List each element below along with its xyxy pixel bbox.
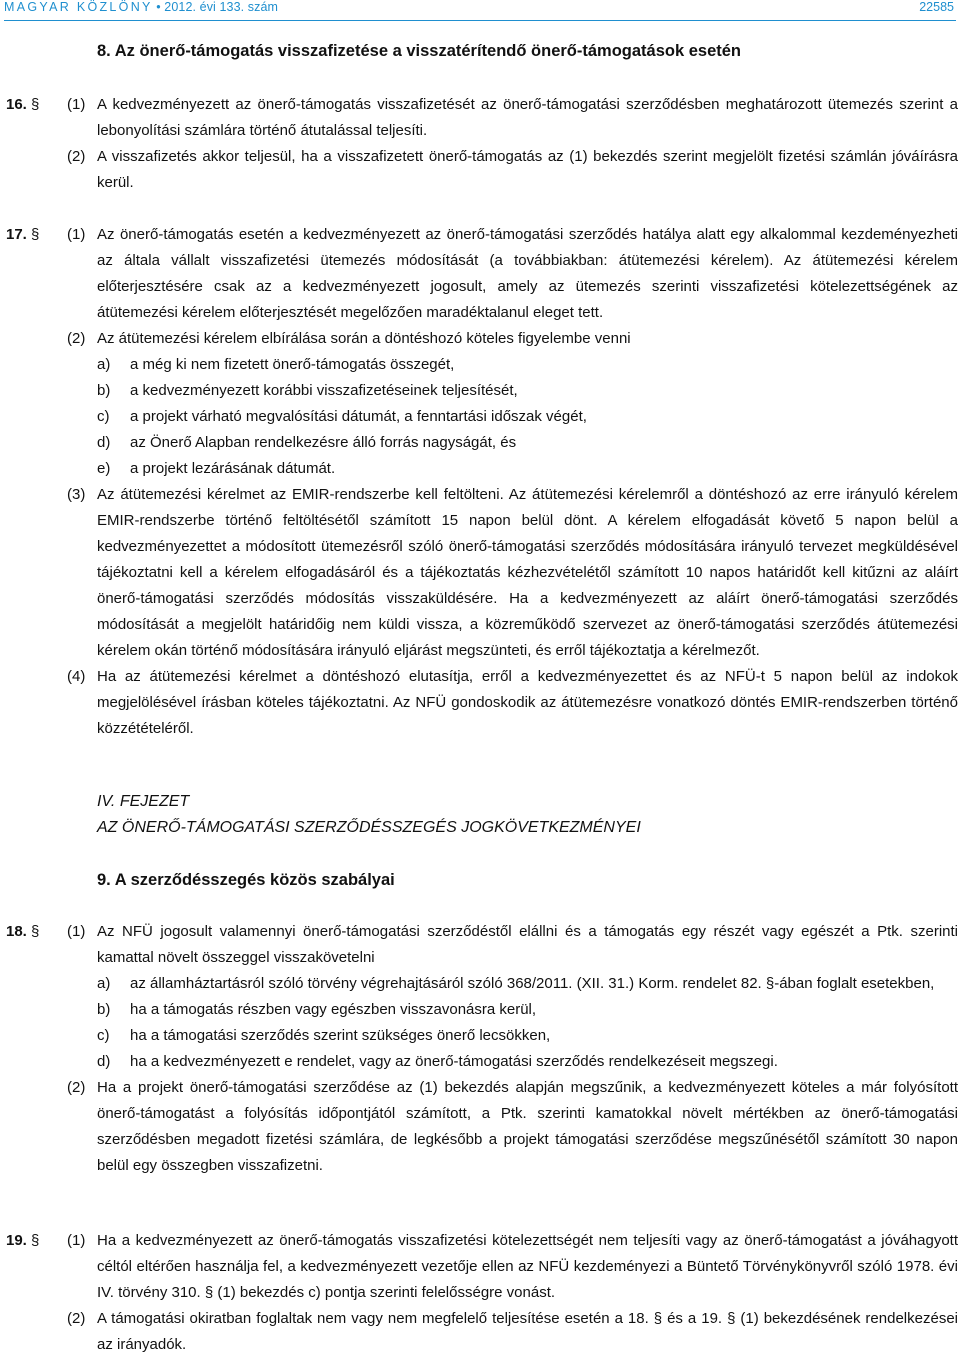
section-17 <box>0 222 960 742</box>
paragraph <box>67 482 958 664</box>
paragraph-text: Az önerő-támogatás esetén a kedvezményezett az önerő-támogatási szerződés hatálya alatt egy alkalommal kezdeményezheti az általa vállalt visszafizetési ütemezés módosítását (a továbbiakban: átütemezési kérelem). Az átütemezési kérelem előterjesztésére csak az a kedvezményezett jogosult, amely az ütemezés szerinti visszafizetési kötelezettségének az átütemezési kérelem előterjesztését megelőzően maradéktalanul eleget tett. <box>97 226 958 321</box>
paragraph <box>67 326 958 482</box>
section-number: 19. <box>6 1232 27 1249</box>
paragraph <box>67 1075 958 1179</box>
item-text: a projekt lezárásának dátumát. <box>130 460 336 477</box>
item-text: ha a támogatási szerződés szerint szükséges önerő lecsökken, <box>130 1027 551 1044</box>
paragraph <box>67 1228 958 1306</box>
paragraph <box>67 92 958 144</box>
list-item <box>97 378 958 404</box>
paragraph-number: (3) <box>67 486 86 503</box>
paragraph-text: A kedvezményezett az önerő-támogatás visszafizetését az önerő-támogatási szerződésben meghatározott ütemezés szerint a lebonyolítási számlára történő átutalással teljesíti. <box>97 96 958 139</box>
paragraph-number: (1) <box>67 96 86 113</box>
list-item <box>97 997 958 1023</box>
item-text: a kedvezményezett korábbi visszafizetéseinek teljesítését, <box>130 382 518 399</box>
section-symbol: § <box>31 96 40 113</box>
paragraph <box>67 664 958 742</box>
paragraph-number: (4) <box>67 668 86 685</box>
item-label: b) <box>97 382 111 399</box>
item-label: e) <box>97 460 111 477</box>
section-number: 16. <box>6 96 27 113</box>
journal-title-date <box>4 0 278 14</box>
subtitle-9: 9. A szerződésszegés közös szabályai <box>97 871 395 889</box>
list-item <box>97 404 958 430</box>
paragraph-text: Ha a kedvezményezett az önerő-támogatás visszafizetési kötelezettségét nem teljesíti vagy az önerő-támogatást a jóváhagyott céltól eltérően használja fel, a kedvezményezett vezetője ellen az NFÜ kezdeményezi a Büntető Törvénykönyvről szóló 1978. évi IV. törvény 310. § (1) bekezdés c) pontja szerinti felelősségre vonást. <box>97 1232 958 1301</box>
journal-name: MAGYAR KÖZLÖNY <box>4 0 153 14</box>
paragraph-text: A támogatási okiratban foglaltak nem vagy nem megfelelő teljesítése esetén a 18. § és a 19. § (1) bekezdésének rendelkezései az irányadók. <box>97 1310 958 1353</box>
paragraph-number: (2) <box>67 1079 86 1096</box>
paragraph-number: (2) <box>67 330 86 347</box>
paragraph-number: (1) <box>67 1232 86 1249</box>
chapter-title: AZ ÖNERŐ-TÁMOGATÁSI SZERZŐDÉSSZEGÉS JOGKÖVETKEZMÉNYEI <box>97 819 641 836</box>
item-label: c) <box>97 1027 110 1044</box>
header-rule <box>4 20 956 21</box>
issue-date: • 2012. évi 133. szám <box>156 0 279 14</box>
paragraph-text: Az átütemezési kérelmet az EMIR-rendszerbe kell feltölteni. Az átütemezési kérelemről a döntéshozó az erre irányuló kérelem EMIR-rendszerbe történő feltöltésétől számított 15 napon belül dönt. A kérelem elfogadását követő 5 napon belül a kedvezményezettet a módosított ütemezésről szóló önerő-támogatási szerződés módosítására irányuló tervezet megküldésével tájékoztatni kell a kérelem elfogadásáról és a tájékoztatás kézhezvételétől számított 10 napos határidőt kell kitűzni az aláírt önerő-támogatási szerződés módosítás visszaküldésére. Ha a kedvezményezett az aláírt önerő-támogatási szerződés módosítását a megjelölt határidőig nem küldi vissza, a közreműködő szervezet az önerő-támogatási szerződés átütemezési kérelem okán történő módosítására irányuló eljárást megszünteti, és erről tájékoztatja a kérelmezőt. <box>97 486 958 659</box>
section-16 <box>0 92 960 196</box>
paragraph <box>67 919 958 1075</box>
paragraph-text: Ha az átütemezési kérelmet a döntéshozó elutasítja, erről a kedvezményezettet és az NFÜ-t 5 napon belül az indokok megjelölésével írásban köteles tájékoztatni. Az NFÜ gondoskodik az átütemezésre vonatkozó döntés EMIR-rendszerben történő közzétételéről. <box>97 668 958 737</box>
paragraph-text: Ha a projekt önerő-támogatási szerződése az (1) bekezdés alapján megszűnik, a kedvezményezett köteles a már folyósított önerő-támogatást a folyósítás időpontjától számított, a Ptk. szerinti kamatokkal növelt mértékben az önerő-támogatási szerződésben megadott fizetési számlára, de legkésőbb a projekt támogatási szerződése megszűnésétől számított 30 napon belül egy összegben visszafizetni. <box>97 1079 958 1174</box>
paragraph <box>67 144 958 196</box>
paragraph <box>67 222 958 326</box>
running-header <box>4 0 956 16</box>
item-text: az Önerő Alapban rendelkezésre álló forrás nagyságát, és <box>130 434 517 451</box>
paragraph-text: Az NFÜ jogosult valamennyi önerő-támogatási szerződéstől elállni és a támogatás egy részét vagy egészét a Ptk. szerinti kamattal növelt összeggel visszakövetelni <box>97 923 958 966</box>
item-text: ha a támogatás részben vagy egészben visszavonásra kerül, <box>130 1001 537 1018</box>
item-text: az államháztartásról szóló törvény végrehajtásáról szóló 368/2011. (XII. 31.) Korm. rendelet 82. §-ában foglalt esetekben, <box>130 975 935 992</box>
item-text: ha a kedvezményezett e rendelet, vagy az önerő-támogatási szerződés rendelkezéseit megszegi. <box>130 1053 778 1070</box>
item-label: c) <box>97 408 110 425</box>
section-symbol: § <box>31 923 40 940</box>
section-18 <box>0 919 960 1179</box>
section-number: 17. <box>6 226 27 243</box>
item-text: a projekt várható megvalósítási dátumát, a fenntartási időszak végét, <box>130 408 587 425</box>
section-symbol: § <box>31 226 40 243</box>
section-19 <box>0 1228 960 1358</box>
item-label: d) <box>97 434 111 451</box>
paragraph <box>67 1306 958 1358</box>
paragraph-number: (2) <box>67 148 86 165</box>
list-item <box>97 430 958 456</box>
paragraph-number: (1) <box>67 923 86 940</box>
section-symbol: § <box>31 1232 40 1249</box>
list-item <box>97 352 958 378</box>
list-item <box>97 1023 958 1049</box>
item-label: b) <box>97 1001 111 1018</box>
list-item <box>97 456 958 482</box>
paragraph-number: (2) <box>67 1310 86 1327</box>
item-label: a) <box>97 975 111 992</box>
paragraph-text: Az átütemezési kérelem elbírálása során a döntéshozó köteles figyelembe venni <box>97 330 631 347</box>
paragraph-text: A visszafizetés akkor teljesül, ha a visszafizetett önerő-támogatás az (1) bekezdés szerint megjelölt fizetési számlán jóváírásra kerül. <box>97 148 958 191</box>
item-label: d) <box>97 1053 111 1070</box>
subtitle-8: 8. Az önerő-támogatás visszafizetése a visszatérítendő önerő-támogatások esetén <box>97 42 742 60</box>
list-item <box>97 1049 958 1075</box>
page-number: 22585 <box>919 0 954 14</box>
paragraph-number: (1) <box>67 226 86 243</box>
chapter-number: IV. FEJEZET <box>97 793 190 810</box>
item-label: a) <box>97 356 111 373</box>
item-text: a még ki nem fizetett önerő-támogatás összegét, <box>130 356 455 373</box>
list-item <box>97 971 958 997</box>
section-number: 18. <box>6 923 27 940</box>
